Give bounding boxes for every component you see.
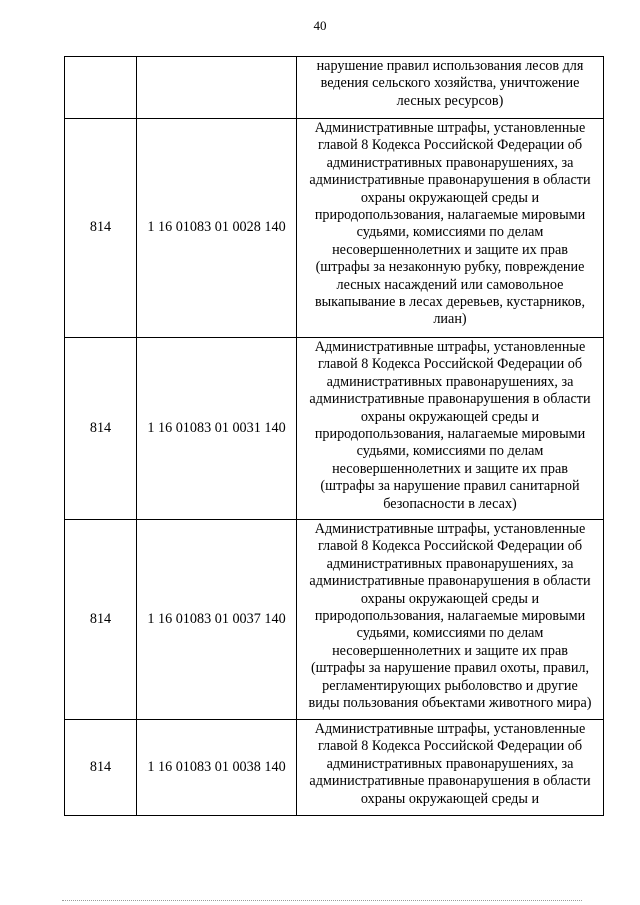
kbk-code-cell: 1 16 01083 01 0031 140 xyxy=(137,338,297,520)
description-text: Административные штрафы, установленные главой 8 Кодекса Российской Федерации об административных правонарушениях, за административные правонарушения в области охраны окружающей среды и xyxy=(309,721,591,807)
table-row xyxy=(65,57,604,119)
admin-code-cell: 814 xyxy=(65,720,137,816)
description-text: Административные штрафы, установленные главой 8 Кодекса Российской Федерации об административных правонарушениях, за административные правонарушения в области охраны окружающей среды и природопользования, налагаемые мировыми судьями, комиссиями по делам несовершеннолетних и защите их прав (штрафы за нарушение правил санитарной безопасности в лесах) xyxy=(309,339,591,512)
admin-code-cell: 814 xyxy=(65,520,137,720)
description-cell xyxy=(297,520,604,720)
table-row xyxy=(65,338,604,520)
description-text: Административные штрафы, установленные главой 8 Кодекса Российской Федерации об административных правонарушениях, за административные правонарушения в области охраны окружающей среды и природопользования, налагаемые мировыми судьями, комиссиями по делам несовершеннолетних и защите их прав (штрафы за нарушение правил охоты, правил, регламентирующих рыболовство и другие виды пользования объектами животного мира) xyxy=(308,521,592,712)
budget-classification-table xyxy=(64,56,604,816)
kbk-code-cell: 1 16 01083 01 0038 140 xyxy=(137,720,297,816)
table-row xyxy=(65,720,604,816)
kbk-code-cell: 1 16 01083 01 0028 140 xyxy=(137,119,297,338)
description-cell xyxy=(297,338,604,520)
admin-code-cell: 814 xyxy=(65,119,137,338)
description-cell xyxy=(297,57,604,119)
description-cell xyxy=(297,720,604,816)
admin-code-cell: 814 xyxy=(65,338,137,520)
description-text: Административные штрафы, установленные главой 8 Кодекса Российской Федерации об административных правонарушениях, за административные правонарушения в области охраны окружающей среды и природопользования, налагаемые мировыми судьями, комиссиями по делам несовершеннолетних и защите их прав (штрафы за незаконную рубку, повреждение лесных насаждений или самовольное выкапывание в лесах деревьев, кустарников, лиан) xyxy=(309,120,591,328)
description-text: нарушение правил использования лесов для ведения сельского хозяйства, уничтожение лесных ресурсов) xyxy=(316,58,584,109)
kbk-code-cell: 1 16 01083 01 0037 140 xyxy=(137,520,297,720)
table-row xyxy=(65,119,604,338)
kbk-code-cell xyxy=(137,57,297,119)
scan-edge-line xyxy=(62,900,582,901)
description-cell xyxy=(297,119,604,338)
admin-code-cell xyxy=(65,57,137,119)
table-row xyxy=(65,520,604,720)
page-number: 40 xyxy=(313,18,327,33)
